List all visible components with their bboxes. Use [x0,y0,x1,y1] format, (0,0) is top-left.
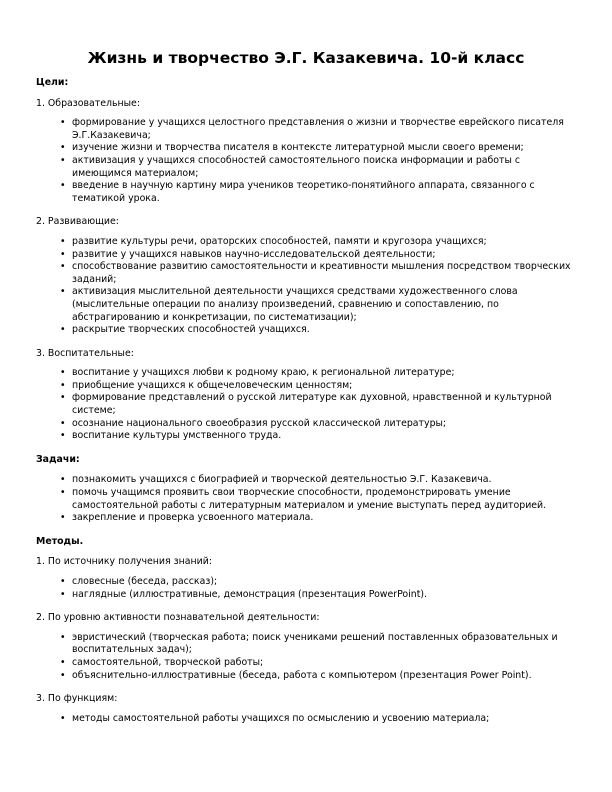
list-item: • методы самостоятельной работы учащихся по осмыслению и усвоению материала; [36,713,576,726]
list-item: • воспитание культуры умственного труда. [36,430,576,443]
methods-group-label: 1. По источнику получения знаний: [36,556,212,568]
page-title: Жизнь и творчество Э.Г. Казакевича. 10-й класс [87,49,525,67]
methods-heading: Методы. [36,535,84,547]
list-item: • самостоятельной, творческой работы; [36,657,576,670]
methods-group-list [36,713,576,726]
list-item: • изучение жизни и творчества писателя в контексте литературной мысли своего времени; [36,142,576,155]
list-item: • способствование развитию самостоятельности и креативности мышления посредством творческих заданий; [36,261,576,286]
list-item: • приобщение учащихся к общечеловеческим ценностям; [36,380,576,393]
methods-group-label: 2. По уровню активности познавательной деятельности: [36,612,320,624]
methods-group-list [36,632,576,682]
list-item: • эвристический (творческая работа; поиск учениками решений поставленных образовательных и воспитательных задач); [36,632,576,657]
goals-group-label: 2. Развивающие: [36,216,119,228]
list-item: • осознание национального своеобразия русской классической литературы; [36,418,576,431]
tasks-heading: Задачи: [36,453,80,465]
list-item: • воспитание у учащихся любви к родному краю, к региональной литературе; [36,367,576,380]
goals-group-label: 1. Образовательные: [36,97,140,109]
list-item: • развитие культуры речи, ораторских способностей, памяти и кругозора учащихся; [36,236,576,249]
list-item: • формирование у учащихся целостного представления о жизни и творчестве еврейского писателя Э.Г.Казакевича; [36,117,576,142]
list-item: • раскрытие творческих способностей учащихся. [36,324,576,337]
goals-group-label: 3. Воспитательные: [36,347,134,359]
list-item: • развитие у учащихся навыков научно-исследовательской деятельности; [36,249,576,262]
list-item: • помочь учащимся проявить свои творческие способности, продемонстрировать умение самостоятельной работы с литературным материалом и умение выступать перед аудиторией. [36,487,576,512]
list-item: • познакомить учащихся с биографией и творческой деятельностью Э.Г. Казакевича. [36,474,576,487]
goals-heading: Цели: [36,77,69,88]
list-item: • объяснительно-иллюстративные (беседа, работа с компьютером (презентация Power Point). [36,670,576,683]
methods-group-label: 3. По функциям: [36,693,118,705]
document-content [36,77,576,736]
list-item: • наглядные (иллюстративные, демонстрация (презентация PowerPoint). [36,589,576,602]
list-item: • введение в научную картину мира учеников теоретико-понятийного аппарата, связанного с тематикой урока. [36,180,576,205]
list-item: • активизация мыслительной деятельности учащихся средствами художественного слова (мыслительные операции по анализу произведений, сравнению и сопоставлению, по абстрагированию и конкретизации, по систематизации); [36,286,576,324]
goals-group-list [36,117,576,205]
tasks-list [36,474,576,524]
methods-group-list [36,576,576,601]
list-item: • активизация у учащихся способностей самостоятельного поиска информации и работы с имеющимся материалом; [36,155,576,180]
list-item: • словесные (беседа, рассказ); [36,576,576,589]
goals-group-list [36,367,576,443]
goals-group-list [36,236,576,337]
list-item: • закрепление и проверка усвоенного материала. [36,512,576,525]
list-item: • формирование представлений о русской литературе как духовной, нравственной и культурной системе; [36,392,576,417]
